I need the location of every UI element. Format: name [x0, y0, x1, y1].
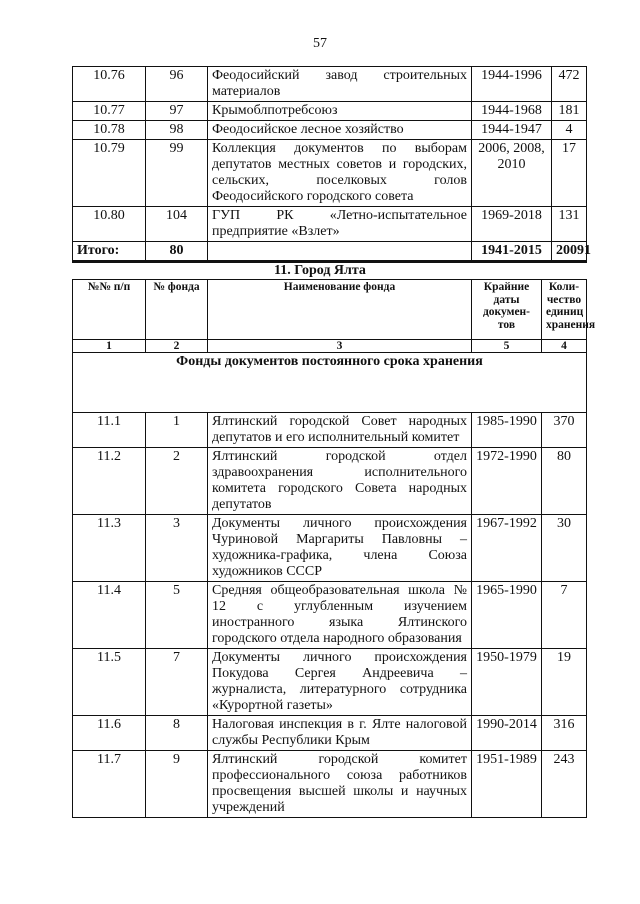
- storage-units: 30: [542, 515, 587, 582]
- storage-units: 181: [552, 102, 587, 121]
- table-row: [73, 716, 587, 751]
- group-title: Фонды документов постоянного срока хранения: [73, 353, 587, 413]
- yalta-funds-table: [72, 279, 596, 818]
- fund-number: 99: [146, 140, 208, 207]
- date-range: 1967-1992: [472, 515, 542, 582]
- column-number: 1: [73, 340, 146, 353]
- total-storage-units: 20091: [552, 242, 587, 262]
- row-number: 10.77: [73, 102, 146, 121]
- fund-number: 2: [146, 448, 208, 515]
- table-row: [73, 751, 587, 818]
- fund-name: Средняя общеобразовательная школа № 12 с углубленным изучением иностранного языка Ялтинского городского отдела народного образования: [208, 582, 472, 649]
- column-number: 4: [542, 340, 587, 353]
- date-range: 1985-1990: [472, 413, 542, 448]
- storage-units: 19: [542, 649, 587, 716]
- header-number: №№ п/п: [73, 280, 146, 340]
- storage-units: 316: [542, 716, 587, 751]
- row-number: 10.80: [73, 207, 146, 242]
- table-header-row: [73, 280, 587, 340]
- row-number: 11.6: [73, 716, 146, 751]
- fund-number: 97: [146, 102, 208, 121]
- row-number: 10.78: [73, 121, 146, 140]
- total-empty-cell: [208, 242, 472, 262]
- row-number: 10.76: [73, 67, 146, 102]
- table-row: [73, 102, 587, 121]
- header-fund-name: Наименование фонда: [208, 280, 472, 340]
- storage-units: 17: [552, 140, 587, 207]
- column-number: 2: [146, 340, 208, 353]
- table-row: [73, 140, 587, 207]
- row-number: 11.4: [73, 582, 146, 649]
- date-range: 1944-1947: [472, 121, 552, 140]
- fund-name: Ялтинский городской комитет профессионального союза работников просвещения высшей школы и научных учреждений: [208, 751, 472, 818]
- fund-name: Крымоблпотребсоюз: [208, 102, 472, 121]
- fund-number: 98: [146, 121, 208, 140]
- header-fund-number: № фонда: [146, 280, 208, 340]
- row-number: 11.5: [73, 649, 146, 716]
- table-row: [73, 515, 587, 582]
- header-date-range: Крайние даты докумен-тов: [472, 280, 542, 340]
- date-range: 1972-1990: [472, 448, 542, 515]
- row-number: 11.3: [73, 515, 146, 582]
- table-row: [73, 649, 587, 716]
- fund-number: 96: [146, 67, 208, 102]
- continued-funds-table: [72, 66, 591, 263]
- fund-name: Ялтинский городской Совет народных депутатов и его исполнительный комитет: [208, 413, 472, 448]
- table-row: [73, 67, 587, 102]
- storage-units: 370: [542, 413, 587, 448]
- date-range: 1950-1979: [472, 649, 542, 716]
- fund-number: 1: [146, 413, 208, 448]
- fund-number: 9: [146, 751, 208, 818]
- row-number: 11.1: [73, 413, 146, 448]
- row-number: 11.2: [73, 448, 146, 515]
- storage-units: 243: [542, 751, 587, 818]
- fund-name: Документы личного происхождения Чуриновой Маргариты Павловны – художника-графика, члена Союза художников СССР: [208, 515, 472, 582]
- storage-units: 472: [552, 67, 587, 102]
- fund-name: Феодосийское лесное хозяйство: [208, 121, 472, 140]
- fund-number: 8: [146, 716, 208, 751]
- row-number: 10.79: [73, 140, 146, 207]
- storage-units: 4: [552, 121, 587, 140]
- date-range: 1951-1989: [472, 751, 542, 818]
- table-row: [73, 448, 587, 515]
- group-header-row: [73, 353, 587, 413]
- date-range: 1944-1996: [472, 67, 552, 102]
- column-number: 3: [208, 340, 472, 353]
- fund-name: Документы личного происхождения Покудова Сергея Андреевича – журналиста, литературного сотрудника «Курортной газеты»: [208, 649, 472, 716]
- total-row: [73, 242, 587, 262]
- table-row: [73, 413, 587, 448]
- date-range: 1969-2018: [472, 207, 552, 242]
- fund-name: ГУП РК «Летно-испытательное предприятие «Взлет»: [208, 207, 472, 242]
- table-row: [73, 207, 587, 242]
- total-fund-count: 80: [146, 242, 208, 262]
- fund-name: Феодосийский завод строительных материалов: [208, 67, 472, 102]
- fund-number: 3: [146, 515, 208, 582]
- date-range: 1944-1968: [472, 102, 552, 121]
- total-date-range: 1941-2015: [472, 242, 552, 262]
- fund-name: Налоговая инспекция в г. Ялте налоговой службы Республики Крым: [208, 716, 472, 751]
- storage-units: 80: [542, 448, 587, 515]
- row-number: 11.7: [73, 751, 146, 818]
- column-number: 5: [472, 340, 542, 353]
- page-number: 57: [313, 36, 327, 51]
- column-numbers-row: [73, 340, 587, 353]
- table-row: [73, 582, 587, 649]
- table-row: [73, 121, 587, 140]
- date-range: 1965-1990: [472, 582, 542, 649]
- storage-units: 131: [552, 207, 587, 242]
- fund-number: 7: [146, 649, 208, 716]
- header-storage-units: Коли-чество единиц хранения: [542, 280, 587, 340]
- date-range: 1990-2014: [472, 716, 542, 751]
- storage-units: 7: [542, 582, 587, 649]
- fund-number: 5: [146, 582, 208, 649]
- total-label: Итого:: [73, 242, 146, 262]
- date-range: 2006, 2008, 2010: [472, 140, 552, 207]
- fund-name: Коллекция документов по выборам депутатов местных советов и городских, сельских, поселковых голов Феодосийского городского совета: [208, 140, 472, 207]
- section-title: 11. Город Ялта: [274, 263, 366, 278]
- fund-name: Ялтинский городской отдел здравоохранения исполнительного комитета городского Совета народных депутатов: [208, 448, 472, 515]
- fund-number: 104: [146, 207, 208, 242]
